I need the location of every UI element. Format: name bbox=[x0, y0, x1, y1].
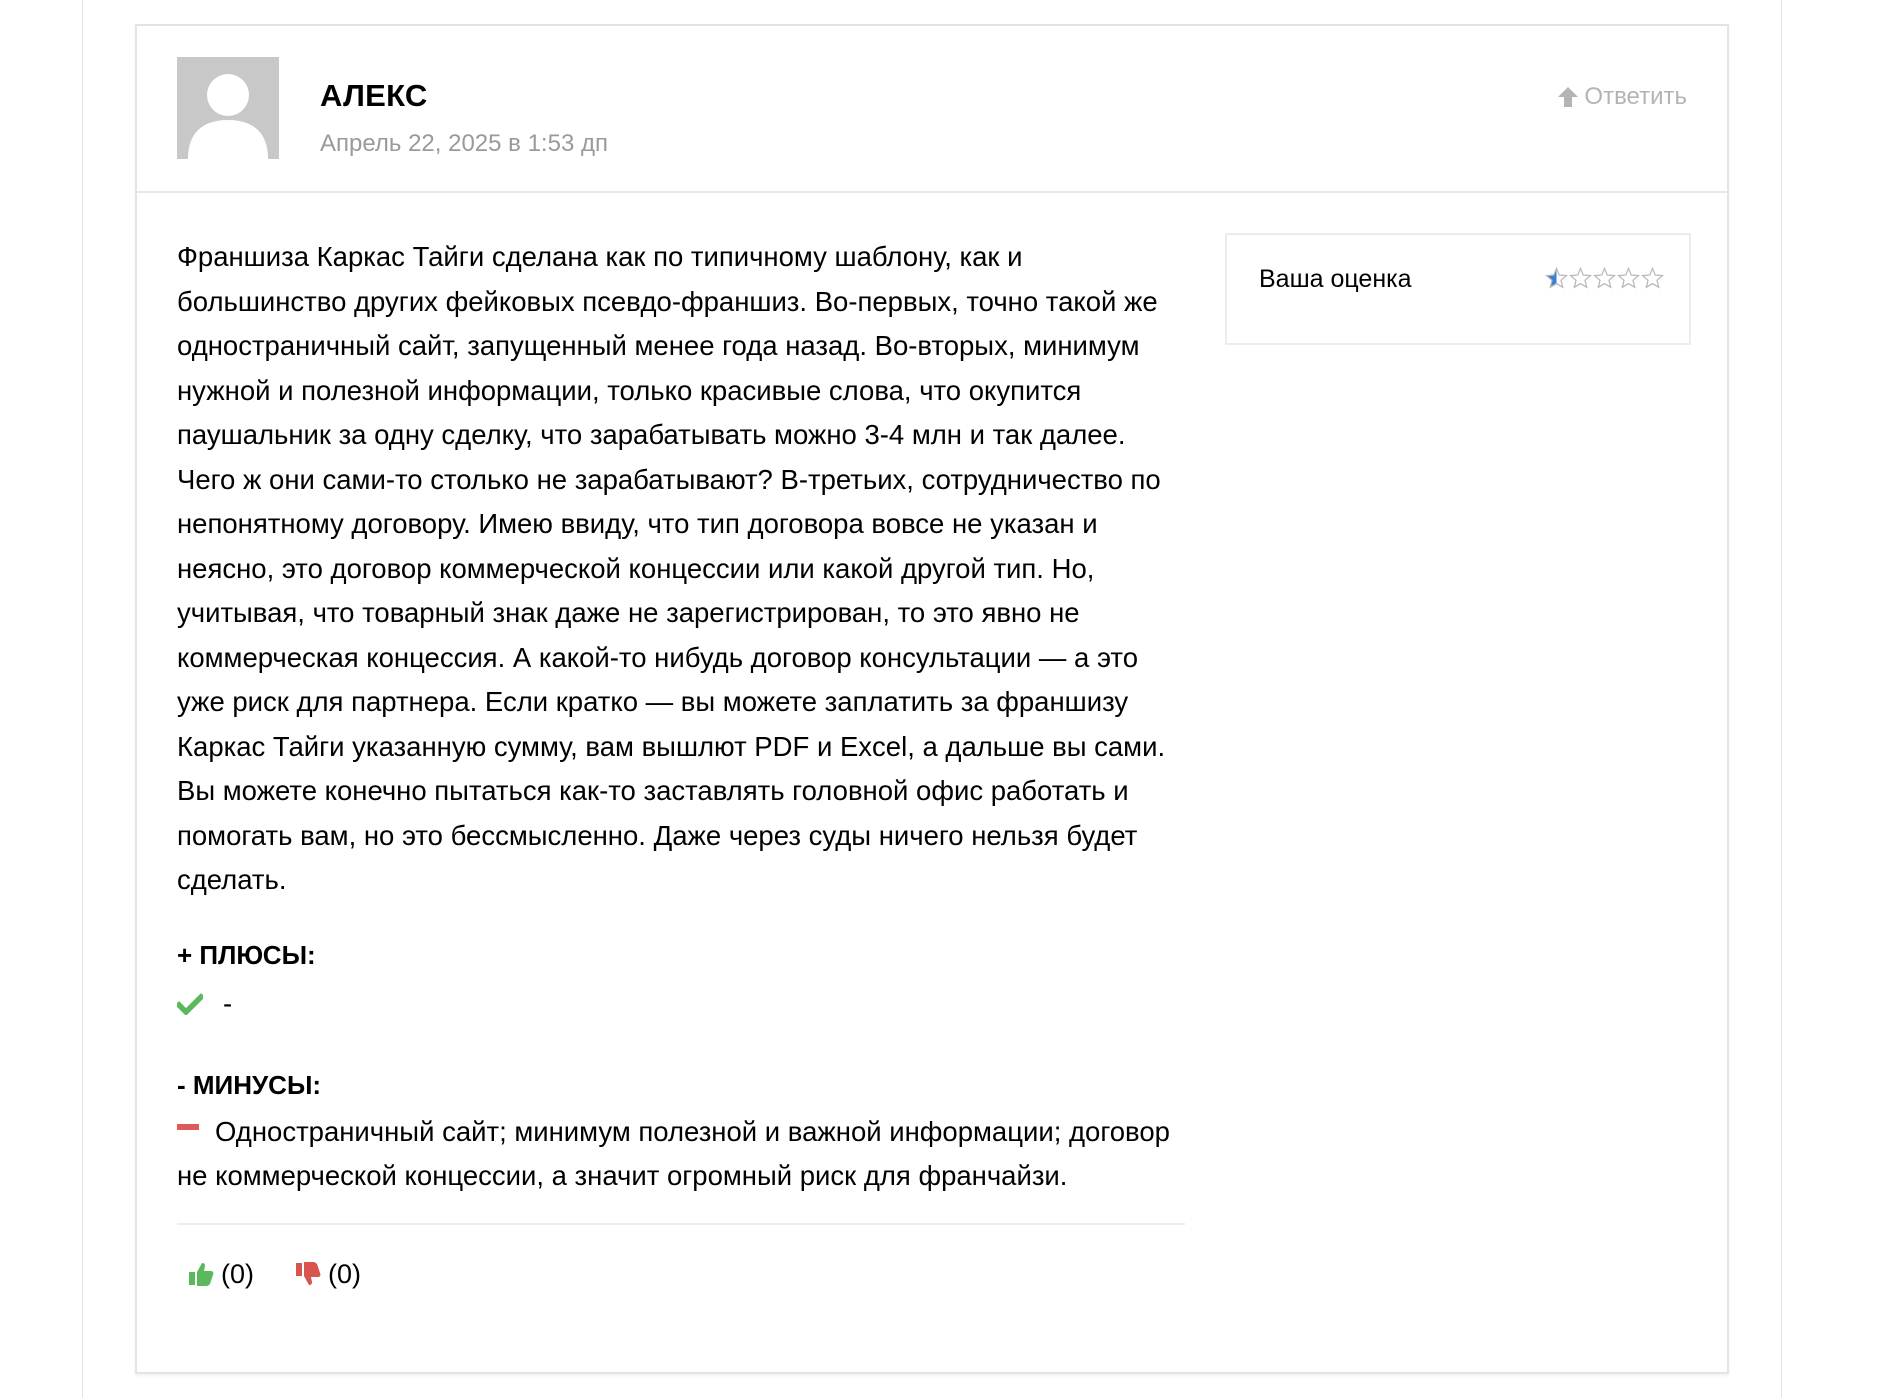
comment-header bbox=[137, 26, 1727, 193]
cons-title: - МИНУСЫ: bbox=[177, 1070, 322, 1100]
avatar bbox=[177, 57, 279, 159]
comment-text: Франшиза Каркас Тайги сделана как по типичному шаблону, как и большинство других фейковых псевдо-франшиз. Во-первых, точно такой же одностраничный сайт, запущенный менее года назад. Во-вторых, минимум нужной и полезной информации, только красивые слова, что окупится паушальник за одну сделку, что зарабатывать можно 3-4 млн и так далее. Чего ж они сами-то столько не зарабатывают? В-третьих, сотрудничество по непонятному договору. Имею ввиду, что тип договора вовсе не указан и неясно, это договор коммерческой концессии или какой другой тип. Но, учитывая, что товарный знак даже не зарегистрирован, то это явно не коммерческая концессия. А какой-то нибудь договор консультации — а это уже риск для партнера. Если кратко — вы можете заплатить за франшизу Каркас Тайги указанную сумму, вам вышлют PDF и Excel, а дальше вы сами. Вы можете конечно пытаться как-то заставлять головной офис работать и помогать вам, но это бессмысленно. Даже через суды ничего нельзя будет сделать. bbox=[177, 241, 1166, 895]
page-container bbox=[82, 0, 1782, 1398]
star-icon[interactable] bbox=[1641, 267, 1664, 290]
pros-item bbox=[177, 982, 1187, 1026]
vote-bar bbox=[187, 1252, 1187, 1297]
comment-body bbox=[177, 235, 1187, 1296]
minus-icon bbox=[177, 1124, 199, 1130]
pros-value: - bbox=[223, 987, 233, 1019]
pros-title: + ПЛЮСЫ: bbox=[177, 939, 316, 970]
star-icon[interactable] bbox=[1593, 267, 1616, 290]
divider bbox=[177, 1223, 1185, 1225]
thumbs-up-icon bbox=[187, 1260, 215, 1288]
star-icon[interactable] bbox=[1569, 267, 1592, 290]
thumbs-down-icon bbox=[294, 1260, 322, 1288]
star-icon[interactable] bbox=[1545, 267, 1568, 290]
comment-card bbox=[135, 24, 1729, 1374]
like-count: (0) bbox=[221, 1258, 254, 1289]
comment-date: Апрель 22, 2025 в 1:53 дп bbox=[320, 130, 608, 157]
like-button[interactable] bbox=[187, 1252, 254, 1297]
cons-value: Одностраничный сайт; минимум полезной и важной информации; договор не коммерческой концессии, а значит огромный риск для франчайзи. bbox=[177, 1115, 1170, 1191]
user-silhouette-icon bbox=[177, 57, 279, 159]
rating-label: Ваша оценка bbox=[1259, 265, 1412, 293]
author-name: АЛЕКС bbox=[320, 78, 428, 113]
reply-label: Ответить bbox=[1584, 83, 1687, 110]
dislike-button[interactable] bbox=[294, 1252, 361, 1297]
dislike-count: (0) bbox=[328, 1258, 361, 1289]
reply-link[interactable] bbox=[1556, 83, 1687, 111]
rating-box bbox=[1225, 233, 1691, 345]
rating-stars[interactable] bbox=[1545, 267, 1664, 290]
arrow-up-icon bbox=[1556, 85, 1580, 109]
check-icon bbox=[177, 993, 203, 1015]
star-icon[interactable] bbox=[1617, 267, 1640, 290]
cons-item bbox=[177, 1110, 1187, 1199]
